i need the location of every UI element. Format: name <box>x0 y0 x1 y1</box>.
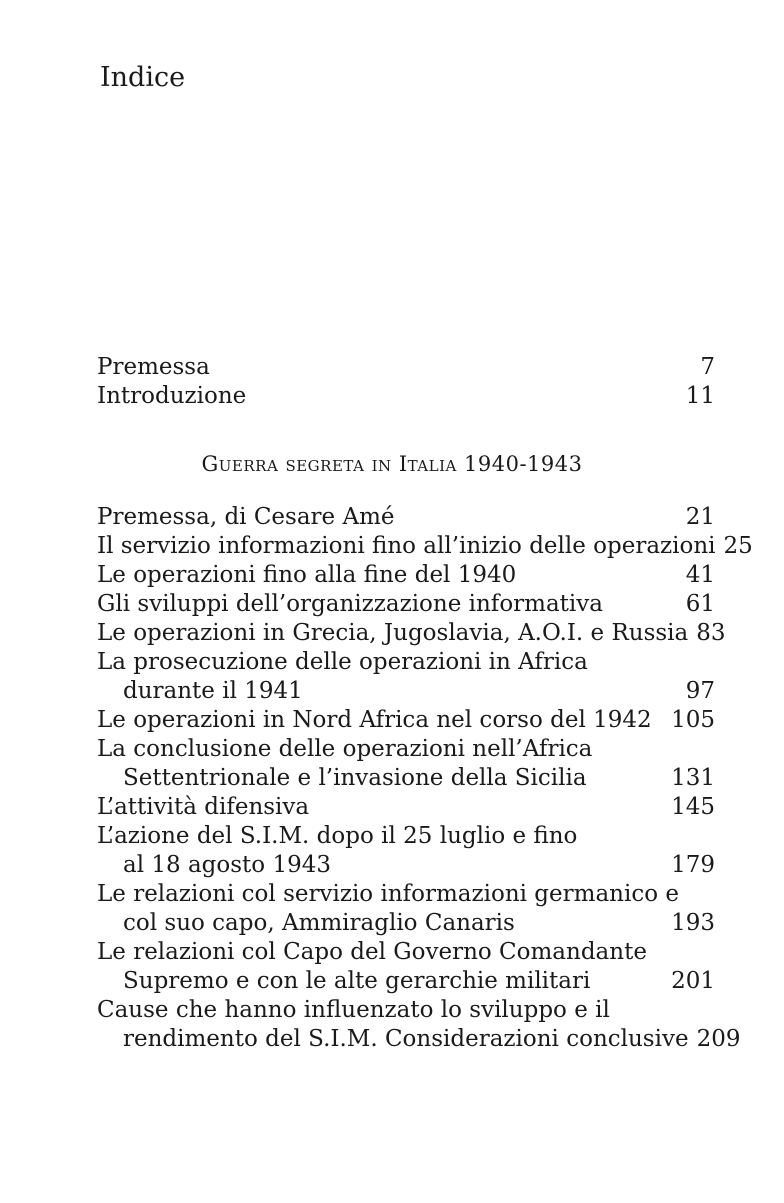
toc-entry-title: Le relazioni col Capo del Governo Comandante <box>97 939 647 965</box>
toc-entry-title: Premessa <box>97 354 210 380</box>
toc-entry-title: rendimento del S.I.M. Considerazioni conclusive <box>123 1026 689 1052</box>
toc-entry[interactable] <box>97 706 715 735</box>
toc-entry-title: L’attività difensiva <box>97 794 310 820</box>
toc-entry-title: Supremo e con le alte gerarchie militari <box>123 968 591 994</box>
front-matter-list <box>97 353 715 411</box>
toc-entry-page: 105 <box>671 707 715 733</box>
toc-entry-page: 7 <box>700 354 715 380</box>
toc-entry-continuation[interactable] <box>97 764 715 793</box>
toc-entry-title: al 18 agosto 1943 <box>123 852 331 878</box>
toc-entry-page: 21 <box>685 504 715 530</box>
toc-main-list <box>97 503 753 1054</box>
toc-entry-title: Le operazioni in Grecia, Jugoslavia, A.O.I. e Russia <box>97 620 689 646</box>
section-heading: Guerra segreta in Italia 1940-1943 <box>201 452 583 476</box>
toc-entry[interactable] <box>97 996 715 1025</box>
toc-entry-page: 97 <box>685 678 715 704</box>
toc-entry-page: 145 <box>671 794 715 820</box>
toc-entry[interactable] <box>97 532 753 561</box>
toc-entry-page: 201 <box>671 968 715 994</box>
toc-entry[interactable] <box>97 590 715 619</box>
toc-entry-title: Le operazioni fino alla fine del 1940 <box>97 562 517 588</box>
toc-entry[interactable] <box>97 619 726 648</box>
toc-entry[interactable] <box>97 648 715 677</box>
toc-entry-title: Premessa, di Cesare Amé <box>97 504 395 530</box>
toc-entry-page: 11 <box>685 383 715 409</box>
toc-entry[interactable] <box>97 793 715 822</box>
toc-entry-title: L’azione del S.I.M. dopo il 25 luglio e fino <box>97 823 578 849</box>
toc-entry-page: 209 <box>696 1026 741 1052</box>
toc-entry-title: durante il 1941 <box>123 678 303 704</box>
toc-entry-title: Le operazioni in Nord Africa nel corso del 1942 <box>97 707 652 733</box>
toc-entry-continuation[interactable] <box>97 1025 741 1054</box>
toc-entry[interactable] <box>97 822 715 851</box>
toc-entry-continuation[interactable] <box>97 851 715 880</box>
toc-entry[interactable] <box>97 735 715 764</box>
toc-entry-title: Gli sviluppi dell’organizzazione informativa <box>97 591 603 617</box>
toc-entry-page: 131 <box>671 765 715 791</box>
toc-entry-title: col suo capo, Ammiraglio Canaris <box>123 910 515 936</box>
toc-entry-continuation[interactable] <box>97 909 715 938</box>
toc-entry[interactable] <box>97 938 715 967</box>
toc-entry-title: Le relazioni col servizio informazioni germanico e <box>97 881 679 907</box>
toc-entry-continuation[interactable] <box>97 677 715 706</box>
toc-entry-page: 41 <box>685 562 715 588</box>
toc-entry[interactable] <box>97 880 715 909</box>
toc-entry-continuation[interactable] <box>97 967 715 996</box>
toc-entry-introduzione[interactable] <box>97 382 715 411</box>
toc-entry-page: 25 <box>723 533 753 559</box>
toc-entry-page: 193 <box>671 910 715 936</box>
toc-entry[interactable] <box>97 503 715 532</box>
toc-entry[interactable] <box>97 561 715 590</box>
toc-entry-title: Il servizio informazioni fino all’inizio delle operazioni <box>97 533 716 559</box>
toc-entry-title: Settentrionale e l’invasione della Sicilia <box>123 765 587 791</box>
toc-entry-title: Cause che hanno influenzato lo sviluppo e il <box>97 997 610 1023</box>
toc-entry-title: La conclusione delle operazioni nell’Africa <box>97 736 593 762</box>
toc-entry-page: 61 <box>685 591 715 617</box>
toc-entry-premessa[interactable] <box>97 353 715 382</box>
page-title: Indice <box>100 62 186 93</box>
toc-entry-page: 83 <box>696 620 726 646</box>
toc-entry-title: La prosecuzione delle operazioni in Africa <box>97 649 588 675</box>
toc-entry-page: 179 <box>671 852 715 878</box>
toc-entry-title: Introduzione <box>97 383 247 409</box>
